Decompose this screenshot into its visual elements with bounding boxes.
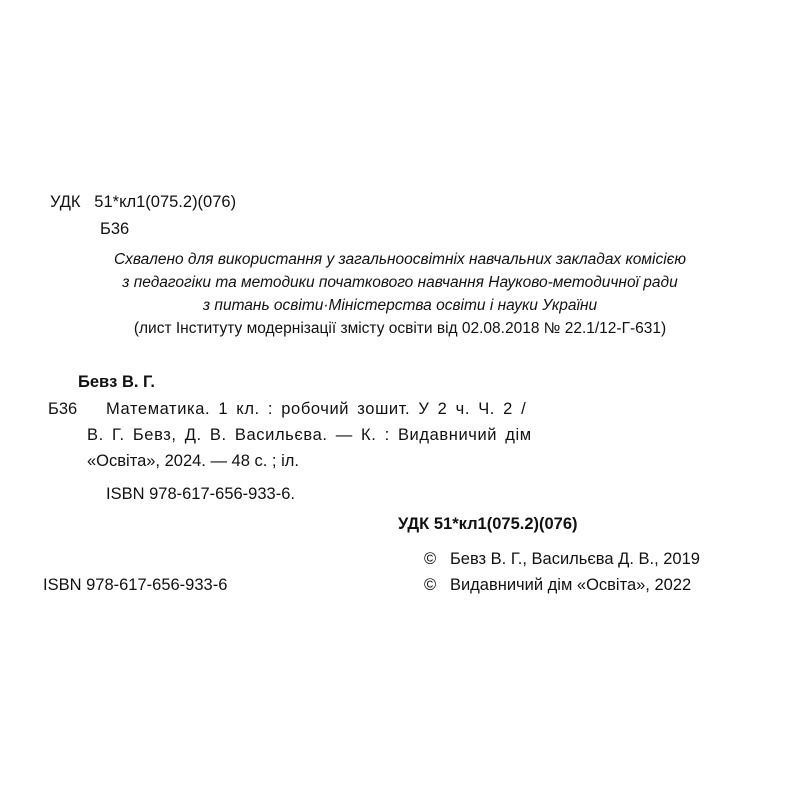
catalog-line-1: Математика. 1 кл. : робочий зошит. У 2 ч. Ч. 2 / [106, 400, 527, 418]
catalog-line-2: В. Г. Бевз, Д. В. Васильєва. — К. : Видавничий дім [87, 426, 532, 444]
copyright-symbol: © [424, 550, 437, 568]
copyright-line-2 [424, 575, 691, 595]
copyright-line-1 [424, 549, 700, 569]
approval-line-2: з педагогіки та методики початкового навчання Науково-методичної ради [122, 274, 678, 291]
udk-top-line [50, 192, 236, 212]
copyright-symbol: © [424, 576, 437, 594]
copyright-text: Видавничий дім «Освіта», 2022 [449, 576, 692, 594]
catalog-author: Бевз В. Г. [78, 373, 155, 391]
udk-label: УДК [50, 193, 81, 211]
isbn-bottom: ISBN 978-617-656-933-6 [43, 576, 228, 594]
author-mark-top: Б36 [100, 220, 130, 238]
catalog-isbn: ISBN 978-617-656-933-6. [106, 485, 295, 503]
udk-bottom: УДК 51*кл1(075.2)(076) [398, 515, 578, 533]
udk-code: 51*кл1(075.2)(076) [94, 193, 237, 211]
catalog-line-3: «Освіта», 2024. — 48 с. ; іл. [87, 452, 299, 470]
copyright-text: Бевз В. Г., Васильєва Д. В., 2019 [449, 550, 700, 568]
approval-line-1: Схвалено для використання у загальноосвітніх навчальних закладах комісією [113, 251, 687, 268]
catalog-mark: Б36 [48, 400, 78, 418]
approval-line-4: (лист Інституту модернізації змісту освіти від 02.08.2018 № 22.1/12-Г-631) [133, 320, 667, 337]
approval-line-3: з питань освіти·Міністерства освіти і науки України [202, 297, 598, 314]
